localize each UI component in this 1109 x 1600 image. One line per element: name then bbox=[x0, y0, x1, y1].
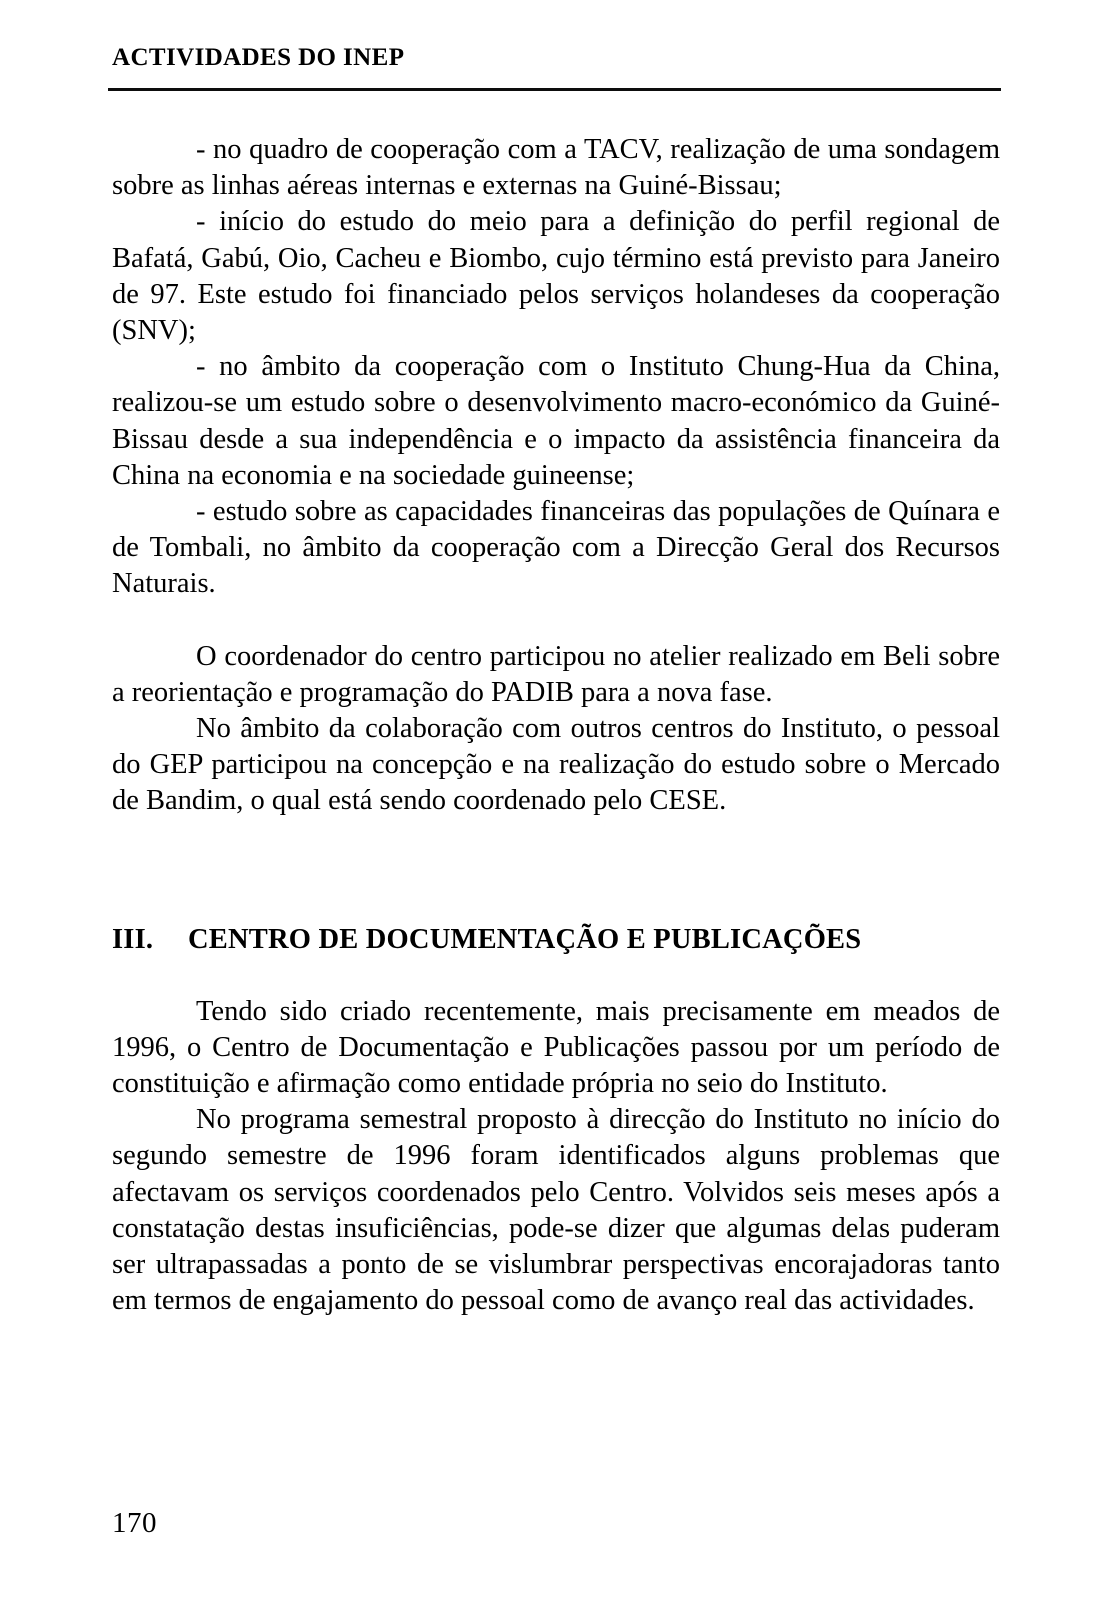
running-head: ACTIVIDADES DO INEP bbox=[112, 44, 405, 71]
page-number: 170 bbox=[112, 1507, 157, 1539]
section-paragraph: No programa semestral proposto à direcção do Instituto no início do segundo semestre de 1996 foram identificados alguns problemas que afectavam os serviços coordenados pelo Centro. Volvidos seis meses após a constatação destas insuficiências, pode-se dizer que algumas delas puderam ser ultrapassadas a ponto de se vislumbrar perspectivas encorajadoras tanto em termos de engajamento do pessoal como de avanço real das actividades. bbox=[112, 1104, 1000, 1317]
section-paragraph: Tendo sido criado recentemente, mais precisamente em meados de 1996, o Centro de Documentação e Publicações passou por um período de constituição e afirmação como entidade própria no seio do Instituto. bbox=[112, 995, 1000, 1100]
section-numeral: III. bbox=[112, 923, 154, 955]
bullet-item: - no âmbito da cooperação com o Instituto Chung-Hua da China, realizou-se um estudo sobre o desenvolvimento macro-económico da Guiné-Bissau desde a sua independência e o impacto da assistência financeira da China na economia e na sociedade guineense; bbox=[112, 351, 1000, 491]
section-heading bbox=[112, 924, 1000, 956]
section-spacer-bottom bbox=[112, 956, 1000, 994]
section-spacer-top bbox=[112, 820, 1000, 924]
header-rule bbox=[108, 88, 1001, 91]
bullet-item: - no quadro de cooperação com a TACV, realização de uma sondagem sobre as linhas aéreas internas e externas na Guiné-Bissau; bbox=[112, 134, 1000, 202]
bullet-item: - início do estudo do meio para a definição do perfil regional de Bafatá, Gabú, Oio, Cacheu e Biombo, cujo término está previsto para Janeiro de 97. Este estudo foi financiado pelos serviços holandeses da cooperação (SNV); bbox=[112, 206, 1000, 347]
text-column bbox=[112, 132, 1000, 1319]
section-title: CENTRO DE DOCUMENTAÇÃO E PUBLICAÇÕES bbox=[188, 923, 862, 955]
body-paragraph: O coordenador do centro participou no atelier realizado em Beli sobre a reorientação e programação do PADIB para a nova fase. bbox=[112, 640, 1000, 708]
body-paragraph: No âmbito da colaboração com outros centros do Instituto, o pessoal do GEP participou na concepção e na realização do estudo sobre o Mercado de Bandim, o qual está sendo coordenado pelo CESE. bbox=[112, 713, 1000, 817]
paragraph-spacer bbox=[112, 603, 1000, 639]
bullet-item: - estudo sobre as capacidades financeiras das populações de Quínara e de Tombali, no âmbito da cooperação com a Direcção Geral dos Recursos Naturais. bbox=[112, 496, 1000, 600]
